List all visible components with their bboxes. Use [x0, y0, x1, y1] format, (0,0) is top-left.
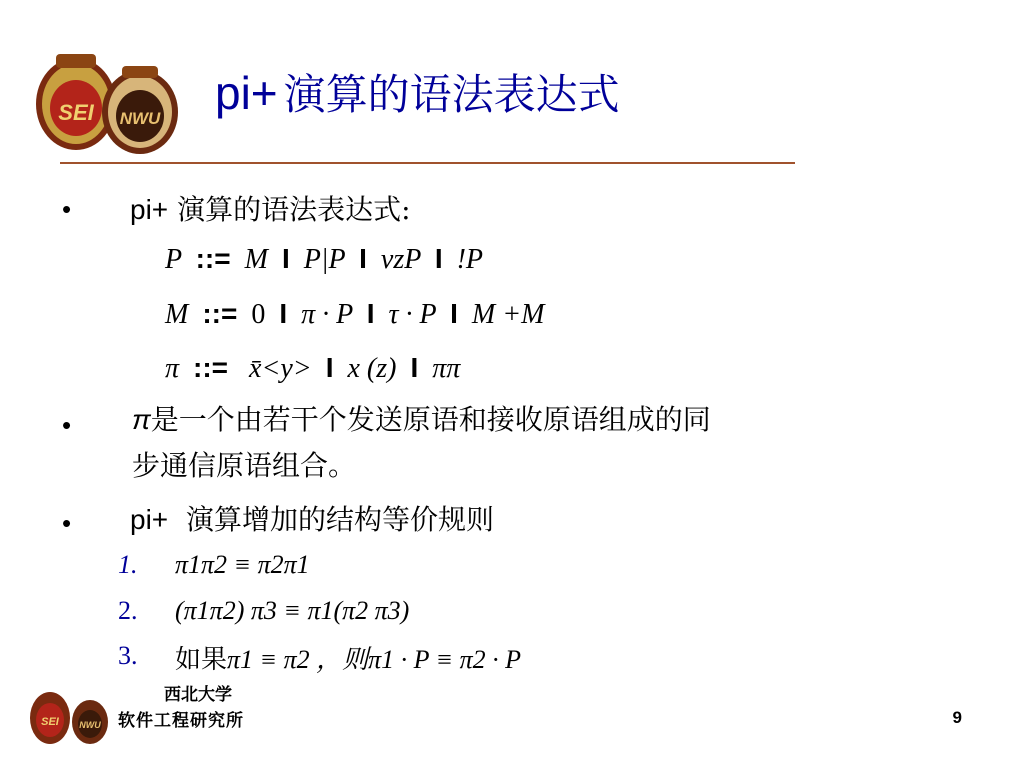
footer-line2: 软件工程研究所 [118, 711, 244, 731]
rule-1-text [175, 550, 310, 580]
bullet-3-text: 演算增加的结构等价规则 [185, 503, 494, 536]
bullet-3-prefix: pi+ [130, 504, 169, 535]
grammar-sep: I [281, 243, 290, 274]
grammar-part: vzP [380, 244, 421, 275]
grammar-part: 0 [251, 299, 266, 330]
rule-2-text [175, 596, 409, 626]
grammar-sep: I [366, 298, 375, 329]
grammar-sep: I [325, 352, 334, 383]
title-divider [60, 162, 795, 164]
page-number: 9 [952, 708, 962, 727]
grammar-op: ::= [193, 352, 229, 383]
grammar-part: ππ [432, 353, 461, 384]
rule-3-prefix: 如果 [175, 645, 228, 675]
svg-text:SEI: SEI [58, 100, 94, 125]
bullet-2-line2: 步通信原语组合。 [132, 449, 357, 482]
rule-1-formula: π1π2 ≡ π2π1 [175, 550, 310, 579]
grammar-part: τ · P [388, 299, 437, 330]
grammar-lhs: P [165, 244, 182, 275]
grammar-op: ::= [195, 243, 231, 274]
rule-3-text [175, 639, 521, 676]
grammar-line-pi [165, 352, 460, 385]
bullet-1-prefix: pi+ [130, 194, 169, 225]
rule-3-number: 3. [118, 641, 138, 670]
grammar-sep: I [450, 298, 458, 329]
grammar-op: ::= [202, 298, 238, 329]
grammar-part: π · P [301, 299, 353, 330]
grammar-sep: I [279, 298, 288, 329]
grammar-part: x̄<y> [249, 353, 312, 384]
grammar-line-p [165, 243, 483, 276]
bullet-dot: • [62, 194, 72, 224]
rule-3-formula: π1 ≡ π2 ，则π1 · P ≡ π2 · P [227, 645, 522, 674]
grammar-part: M [244, 244, 268, 275]
grammar-part: P|P [303, 244, 346, 275]
svg-text:NWU: NWU [119, 109, 161, 128]
bullet-1-text: 演算的语法表达式: [177, 193, 411, 226]
bullet-1 [130, 190, 411, 230]
bullet-2-line1: 是一个由若干个发送原语和接收原语组成的同 [150, 403, 711, 436]
grammar-lhs: M [165, 299, 189, 330]
grammar-part: M +M [471, 299, 545, 330]
slide-title [215, 62, 620, 122]
rule-2-formula: (π1π2) π3 ≡ π1(π2 π3) [175, 596, 410, 625]
rule-2-number: 2. [118, 596, 138, 625]
bullet-dot: • [62, 508, 72, 538]
title-text: 演算的语法表达式 [283, 70, 620, 119]
sei-nwu-logo [28, 40, 208, 160]
svg-text:SEI: SEI [41, 716, 59, 728]
svg-text:NWU: NWU [79, 720, 101, 730]
bullet-3 [130, 500, 494, 540]
grammar-sep: I [359, 243, 367, 274]
footer-institution [118, 682, 244, 734]
bullet-dot: • [62, 410, 72, 440]
grammar-sep: I [410, 352, 419, 383]
bullet-2-prefix: π [132, 404, 151, 435]
grammar-sep: I [434, 243, 443, 274]
bullet-2 [132, 400, 962, 486]
grammar-line-m [165, 298, 544, 331]
grammar-lhs: π [165, 353, 180, 384]
rule-1-number: 1. [118, 550, 138, 579]
grammar-part: x (z) [347, 353, 397, 384]
title-prefix: pi+ [215, 67, 278, 119]
footer-line1: 西北大学 [164, 685, 232, 705]
grammar-part: !P [456, 244, 484, 275]
